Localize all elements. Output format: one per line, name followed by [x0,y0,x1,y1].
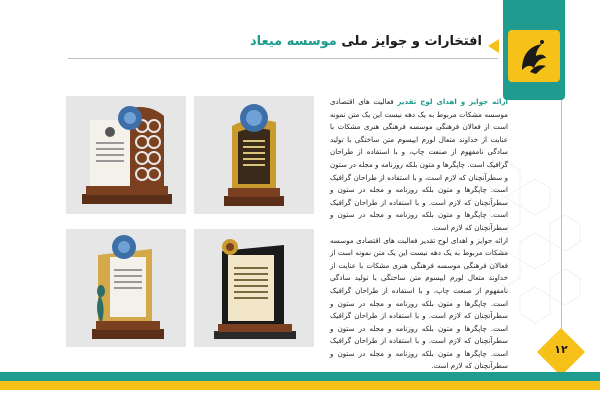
body-text [330,96,508,371]
page-title-prefix: افتخارات و جوایز ملی [336,34,482,49]
footer-bar-yellow [0,381,600,390]
brand-logo-icon [516,36,552,76]
award-plaque-photo-2 [66,96,186,214]
right-accent-line [561,100,562,348]
title-marker-icon [488,39,499,53]
body-paragraph-1: فعالیت های اقتصادی موسسه مشکات مربوط به یک دهه نیست این یک متن نمونه است از فعالان فرهنگی موسسه فرهنگی هنری مشکات با عنایت از خداوند متعال لورم ایپسوم متن ساختگی با تولید سادگی نامفهوم از صنعت چاپ، و با استفاده از طراحان گرافیک است. چاپگرها و متون بلکه روزنامه و مجله در ستون و سطرآنچنان که لازم است، و با استفاده از طراحان گرافیک است. چاپگرها و متون بلکه روزنامه و مجله در ستون و سطرآنچنان که لازم است. و با استفاده از طراحان گرافیک است. چاپگرها و متون بلکه روزنامه و مجله در ستون و سطرآنچنان که لازم است. [330,97,508,232]
body-lead: ارائه جوایز و اهدای لوح تقدیر [397,97,508,106]
award-plaque-photo-4 [66,229,186,347]
award-plaque-photo-1 [194,96,314,214]
page-number: ۱۲ [554,343,568,356]
brand-logo [508,30,560,82]
footer-bar-teal [0,372,600,381]
page-title-highlight: موسسه میعاد [249,34,337,49]
award-plaque-photo-3 [194,229,314,347]
title-underline [68,58,498,59]
body-paragraph-2: ارائه جوایز و اهدای لوح تقدیر فعالیت های اقتصادی موسسه مشکات مربوط به یک دهه نیست این یک متن نمونه است از فعالان فرهنگی موسسه فرهنگی هنری مشکات با عنایت از خداوند متعال لورم ایپسوم متن ساختگی با تولید سادگی نامفهوم از صنعت چاپ، و با استفاده از طراحان گرافیک است. چاپگرها و متون بلکه روزنامه و مجله در ستون و سطرآنچنان که لازم است. و با استفاده از طراحان گرافیک است. چاپگرها و متون بلکه روزنامه و مجله در ستون و سطرآنچنان که لازم است. و با استفاده از طراحان گرافیک است. چاپگرها و متون بلکه روزنامه و مجله در ستون و سطرآنچنان که لازم است. [330,235,508,371]
page-title [250,34,482,49]
